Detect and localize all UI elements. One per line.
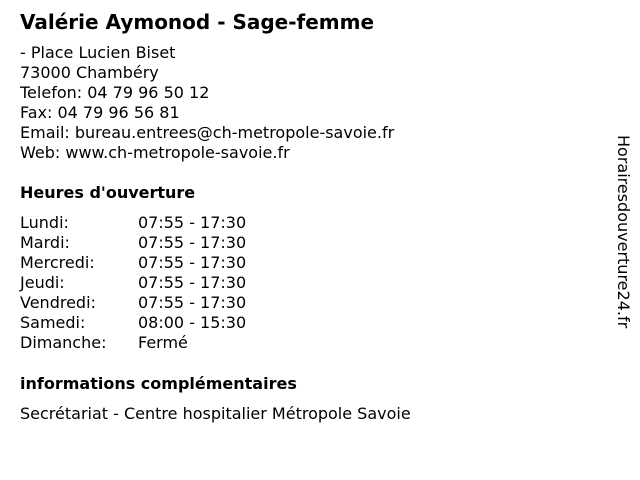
time-value: 07:55 - 17:30: [138, 233, 247, 252]
address-city: 73000 Chambéry: [20, 63, 159, 82]
time-value: Fermé: [138, 333, 188, 352]
time-value: 07:55 - 17:30: [138, 273, 247, 292]
day-label: Vendredi:: [20, 293, 96, 312]
time-value: 07:55 - 17:30: [138, 293, 247, 312]
hours-table: [20, 213, 246, 353]
contact-block: [20, 43, 394, 163]
time-value: 07:55 - 17:30: [138, 213, 247, 232]
hours-row-tuesday: [20, 233, 246, 253]
hours-row-friday: [20, 293, 246, 313]
day-label: Mardi:: [20, 233, 70, 252]
day-label: Mercredi:: [20, 253, 95, 272]
time-value: 07:55 - 17:30: [138, 253, 247, 272]
hours-row-thursday: [20, 273, 246, 293]
time-value: 08:00 - 15:30: [138, 313, 247, 332]
hours-heading: Heures d'ouverture: [20, 183, 196, 202]
phone-line: Telefon: 04 79 96 50 12: [20, 83, 210, 102]
hours-row-monday: [20, 213, 246, 233]
hours-row-sunday: [20, 333, 246, 353]
email-line: Email: bureau.entrees@ch-metropole-savoie.fr: [20, 123, 395, 142]
day-label: Jeudi:: [20, 273, 65, 292]
day-label: Dimanche:: [20, 333, 107, 352]
info-text: Secrétariat - Centre hospitalier Métropole Savoie: [20, 404, 411, 423]
day-label: Samedi:: [20, 313, 86, 332]
day-label: Lundi:: [20, 213, 69, 232]
page-title: Valérie Aymonod - Sage-femme: [20, 10, 375, 34]
info-heading: informations complémentaires: [20, 374, 297, 393]
hours-row-saturday: [20, 313, 246, 333]
hours-row-wednesday: [20, 253, 246, 273]
web-line: Web: www.ch-metropole-savoie.fr: [20, 143, 290, 162]
site-watermark: Horairesdouverture24.fr: [614, 135, 633, 329]
fax-line: Fax: 04 79 96 56 81: [20, 103, 180, 122]
address-street: - Place Lucien Biset: [20, 43, 176, 62]
